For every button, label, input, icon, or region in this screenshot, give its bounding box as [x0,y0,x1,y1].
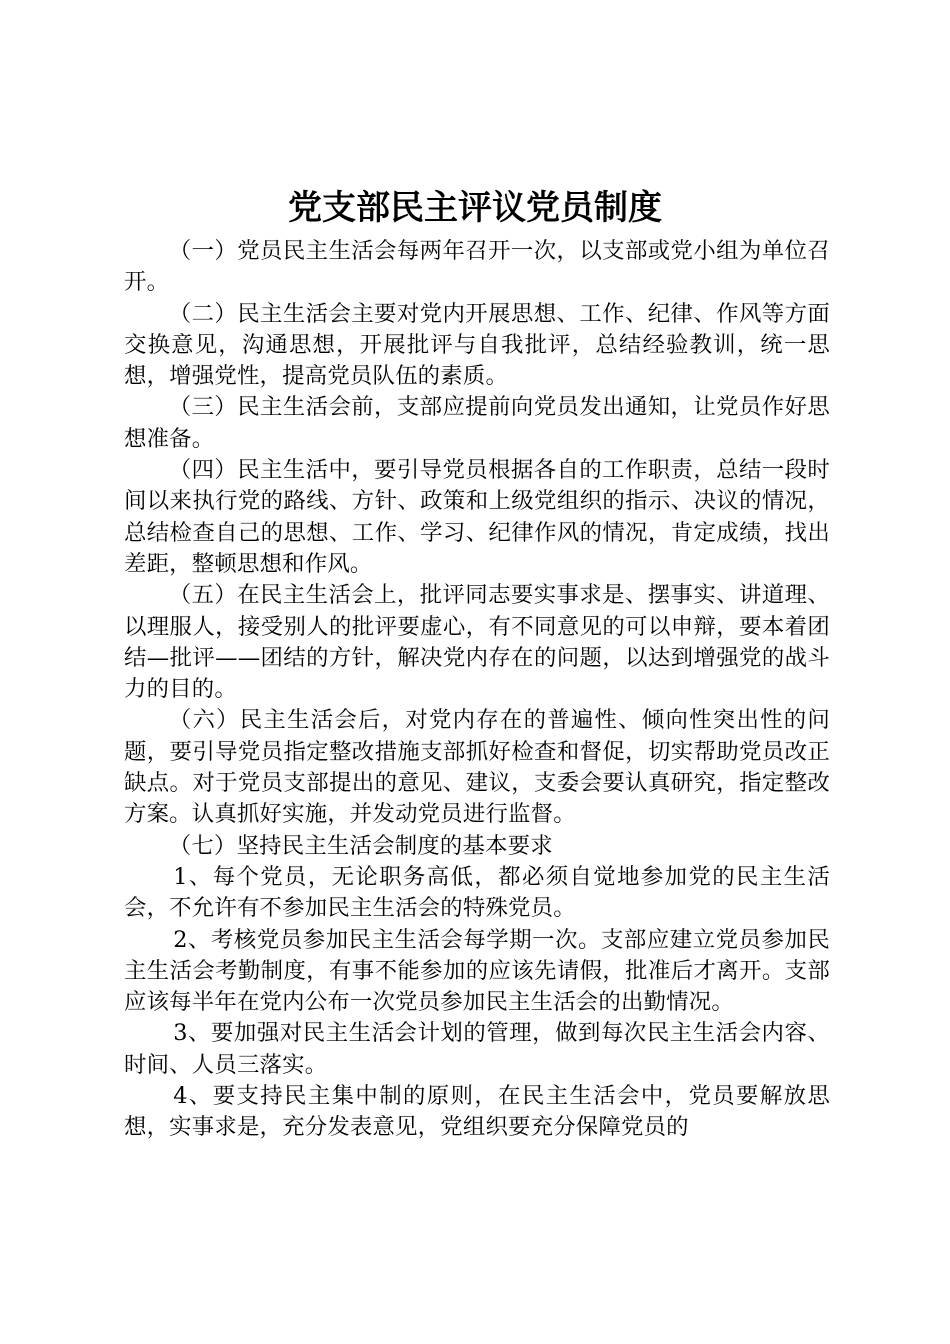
paragraph-6: （六）民主生活会后，对党内存在的普遍性、倾向性突出性的问题，要引导党员指定整改措施支部抓好检查和督促，切实帮助党员改正缺点。对于党员支部提出的意见、建议，支委会要认真研究，指定整改方案。认真抓好实施，并发动党员进行监督。 [124,707,830,828]
document-title: 党支部民主评议党员制度 [288,188,662,228]
paragraph-5: （五）在民主生活会上，批评同志要实事求是、摆事实、讲道理、以理服人，接受别人的批评要虚心，有不同意见的可以申辩，要本着团结—批评——团结的方针，解决党内存在的问题，以达到增强党的战斗力的目的。 [124,582,830,703]
paragraph-4: （四）民主生活中，要引导党员根据各自的工作职责，总结一段时间以来执行党的路线、方针、政策和上级党组织的指示、决议的情况，总结检查自己的思想、工作、学习、纪律作风的情况，肯定成绩，找出差距，整顿思想和作风。 [124,457,830,577]
document-body [124,236,830,1144]
requirement-3: 3、要加强对民主生活会计划的管理，做到每次民主生活会内容、时间、人员三落实。 [124,1020,830,1078]
requirement-2: 2、考核党员参加民主生活会每学期一次。支部应建立党员参加民主生活会考勤制度，有事不能参加的应该先请假，批准后才离开。支部应该每半年在党内公布一次党员参加民主生活会的出勤情况。 [124,926,830,1016]
paragraph-2: （二）民主生活会主要对党内开展思想、工作、纪律、作风等方面交换意见，沟通思想，开展批评与自我批评，总结经验教训，统一思想，增强党性，提高党员队伍的素质。 [124,300,830,390]
paragraph-7: （七）坚持民主生活会制度的基本要求 [168,832,553,859]
requirement-1: 1、每个党员，无论职务高低，都必须自觉地参加党的民主生活会，不允许有不参加民主生活会的特殊党员。 [124,863,830,922]
paragraph-3: （三）民主生活会前，支部应提前向党员发出通知，让党员作好思想准备。 [124,394,830,452]
requirement-4: 4、要支持民主集中制的原则，在民主生活会中，党员要解放思想，实事求是，充分发表意见，党组织要充分保障党员的 [124,1083,830,1141]
paragraph-1: （一）党员民主生活会每两年召开一次，以支部或党小组为单位召开。 [124,238,830,296]
